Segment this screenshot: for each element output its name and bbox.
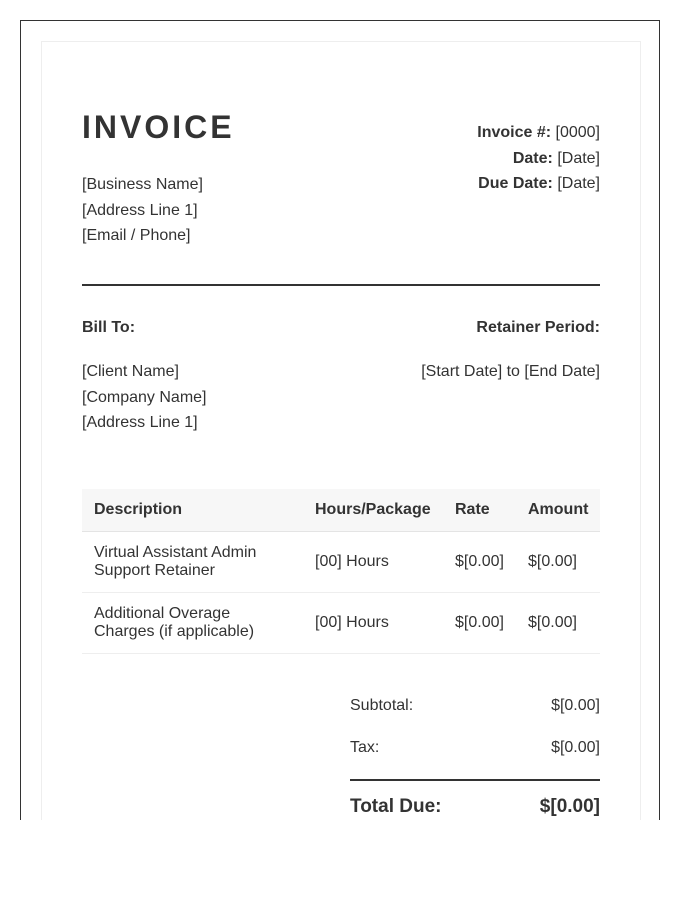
table-header-row — [82, 489, 600, 532]
subtotal-label: Subtotal: — [350, 697, 414, 714]
client-address: [Address Line 1] — [82, 414, 198, 431]
invoice-number-label: Invoice #: — [477, 124, 552, 141]
header-hours: Hours/Package — [303, 489, 443, 532]
row-amount: $[0.00] — [516, 593, 600, 654]
row-rate: $[0.00] — [443, 593, 516, 654]
invoice-date-value: [Date] — [557, 149, 600, 167]
row-description — [82, 532, 303, 593]
client-name: [Client Name] — [82, 363, 179, 380]
total-due-value: $[0.00] — [539, 796, 600, 817]
row-amount: $[0.00] — [516, 532, 600, 593]
totals-divider — [350, 779, 600, 781]
retainer-period-heading: Retainer Period: — [476, 319, 600, 336]
header-amount: Amount — [516, 489, 600, 532]
header-rate: Rate — [443, 489, 516, 532]
header-description: Description — [82, 489, 303, 532]
table-row — [82, 532, 600, 593]
row-description — [82, 593, 303, 654]
line-items-table — [82, 489, 600, 654]
row-rate: $[0.00] — [443, 532, 516, 593]
tax-value: $[0.00] — [551, 739, 600, 756]
business-info — [82, 172, 203, 249]
invoice-date-label: Date: — [512, 149, 553, 167]
total-due-label: Total Due: — [350, 796, 442, 817]
header-divider — [82, 284, 600, 286]
invoice-card — [41, 41, 641, 820]
table-row — [82, 593, 600, 654]
due-date-label: Due Date: — [478, 175, 553, 192]
business-name: [Business Name] — [82, 176, 203, 193]
row-hours: [00] Hours — [303, 593, 443, 654]
invoice-meta — [477, 120, 600, 197]
business-contact: [Email / Phone] — [82, 227, 191, 244]
description-line: Charges (if applicable) — [94, 623, 255, 640]
business-address: [Address Line 1] — [82, 201, 198, 219]
description-line: Support Retainer — [94, 562, 215, 579]
description-line: Additional Overage — [94, 605, 231, 622]
subtotal-value: $[0.00] — [551, 697, 600, 714]
due-date-row — [477, 171, 600, 197]
invoice-title: INVOICE — [82, 109, 235, 145]
row-hours: [00] Hours — [303, 532, 443, 593]
bill-to-info — [82, 359, 207, 436]
client-company: [Company Name] — [82, 388, 207, 406]
invoice-date-row — [477, 146, 600, 172]
invoice-number-value: [0000] — [555, 124, 600, 141]
invoice-number-row — [477, 120, 600, 146]
description-line: Virtual Assistant Admin — [94, 544, 257, 561]
retainer-period: [Start Date] to [End Date] — [421, 363, 600, 380]
tax-label: Tax: — [350, 739, 380, 756]
bill-to-heading: Bill To: — [82, 319, 136, 336]
due-date-value: [Date] — [557, 175, 600, 192]
document-frame — [20, 20, 660, 820]
